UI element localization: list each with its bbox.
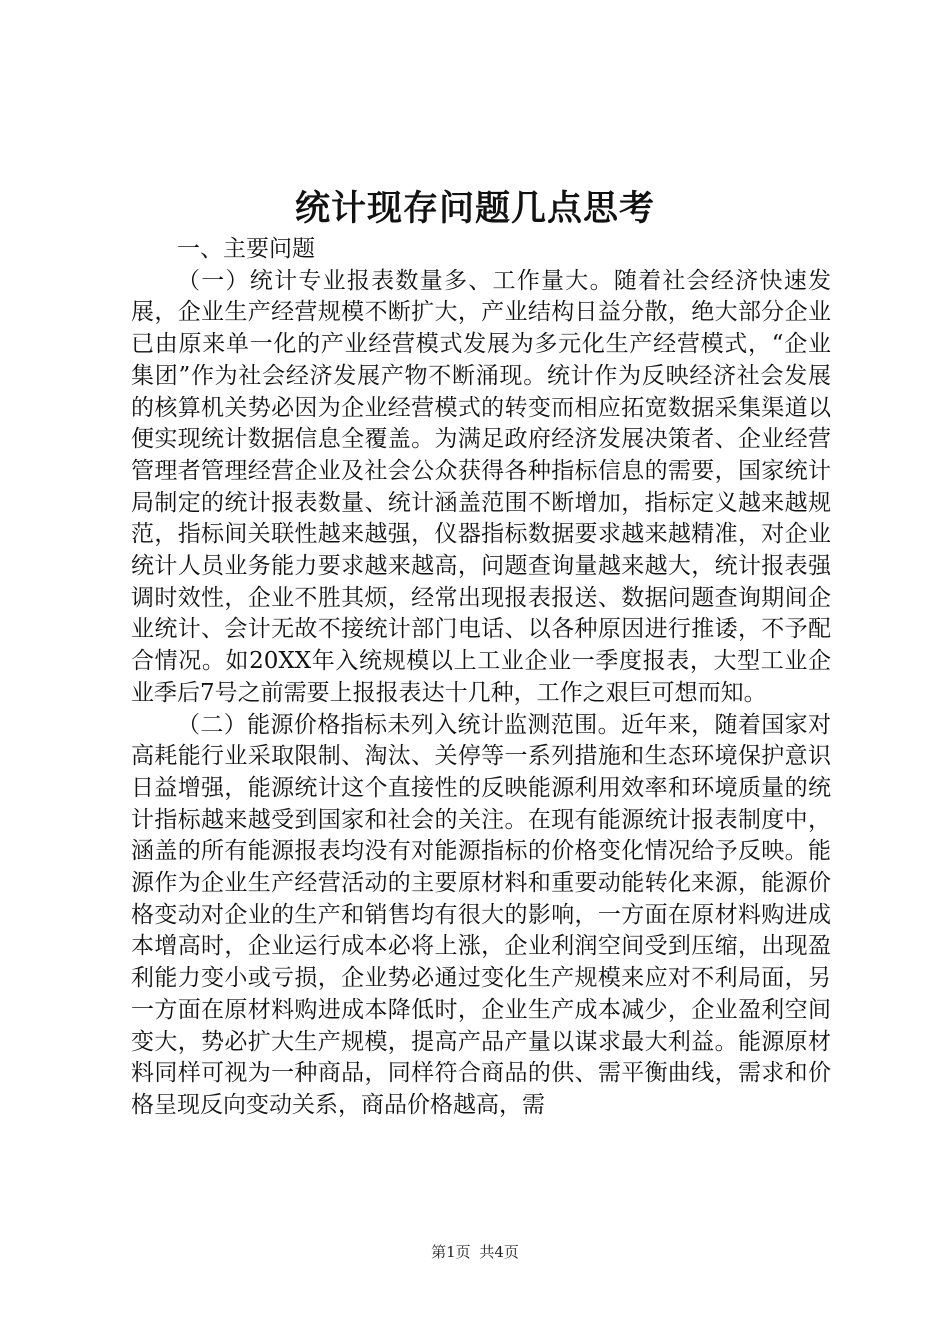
paragraph-1: （一）统计专业报表数量多、工作量大。随着社会经济快速发展，企业生产经营规模不断扩大，产业结构日益分散，绝大部分企业已由原来单一化的产业经营模式发展为多元化生产经营模式，“企业集团”作为社会经济发展产物不断涌现。统计作为反映经济社会发展的核算机关势必因为企业经营模式的转变而相应拓宽数据采集渠道以便实现统计数据信息全覆盖。为满足政府经济发展决策者、企业经营管理者管理经营企业及社会公众获得各种指标信息的需要，国家统计局制定的统计报表数量、统计涵盖范围不断增加，指标定义越来越规范，指标间关联性越来越强，仪器指标数据要求越来越精准，对企业统计人员业务能力要求越来越高，问题查询量越来越大，统计报表强调时效性，企业不胜其烦，经常出现报表报送、数据问题查询期间企业统计、会计无故不接统计部门电话、以各种原因进行推诿，不予配合情况。如20XX年入统规模以上工业企业一季度报表，大型工业企业季后7号之前需要上报报表达十几种，工作之艰巨可想而知。 — [131, 267, 831, 706]
paragraph-2: （二）能源价格指标未列入统计监测范围。近年来，随着国家对高耗能行业采取限制、淘汰、关停等一系列措施和生态环境保护意识日益增强，能源统计这个直接性的反映能源利用效率和环境质量的统计指标越来越受到国家和社会的关注。在现有能源统计报表制度中，涵盖的所有能源报表均没有对能源指标的价格变化情况给予反映。能源作为企业生产经营活动的主要原材料和重要动能转化来源，能源价格变动对企业的生产和销售均有很大的影响，一方面在原材料购进成本增高时，企业运行成本必将上涨，企业利润空间受到压缩，出现盈利能力变小或亏损，企业势必通过变化生产规模来应对不利局面，另一方面在原材料购进成本降低时，企业生产成本减少，企业盈利空间变大，势必扩大生产规模，提高产品产量以谋求最大利益。能源原材料同样可视为一种商品，同样符合商品的供、需平衡曲线，需求和价格呈现反向变动关系，商品价格越高，需 — [131, 711, 831, 1118]
page-number: 第1页 — [431, 1243, 471, 1261]
page-footer — [0, 1242, 950, 1262]
section-heading: 一、主要问题 — [177, 236, 315, 262]
total-pages: 共4页 — [479, 1243, 519, 1261]
document-title: 统计现存问题几点思考 — [294, 188, 655, 229]
document-body — [131, 234, 831, 1122]
